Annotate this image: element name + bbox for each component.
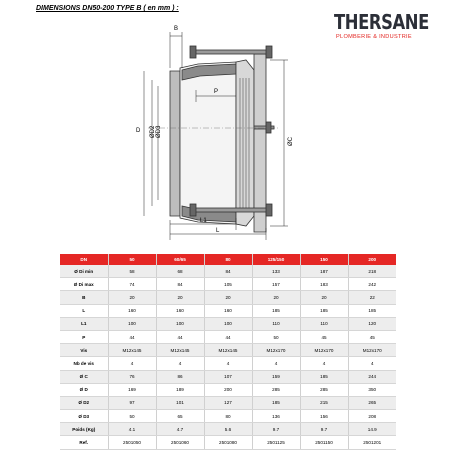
table-cell: 200 [204, 383, 252, 396]
table-row [60, 370, 396, 383]
flange-face [170, 71, 180, 216]
table-row-label: Ref. [60, 436, 108, 449]
table-cell: 20 [252, 291, 300, 304]
table-cell: 218 [348, 265, 396, 278]
end-ring [254, 54, 266, 232]
table-cell: 9.7 [252, 423, 300, 436]
table-header-cell: 80 [204, 254, 252, 265]
table-row-label: Ø Di min [60, 265, 108, 278]
table-cell: 185 [300, 370, 348, 383]
table-row-label: Ø C [60, 370, 108, 383]
table-cell: 2501125 [252, 436, 300, 449]
table-cell: 350 [348, 383, 396, 396]
table-cell: 20 [156, 291, 204, 304]
table-cell: 2501060 [156, 436, 204, 449]
table-row-label: L1 [60, 317, 108, 330]
table-cell: 265 [348, 396, 396, 409]
table-cell: 65 [156, 410, 204, 423]
table-cell: 185 [252, 304, 300, 317]
table-cell: 44 [204, 330, 252, 343]
brand-logo [334, 10, 430, 50]
table-cell: 2501080 [204, 436, 252, 449]
table-cell: 133 [252, 265, 300, 278]
table-cell: 100 [156, 317, 204, 330]
table-row-label: Ø Di max [60, 278, 108, 291]
label-l: L [216, 228, 220, 234]
table-row [60, 344, 396, 357]
logo-tagline: PLOMBERIE & INDUSTRIE [336, 34, 412, 40]
table-cell: 244 [348, 370, 396, 383]
table-row-label: Ø D3 [60, 410, 108, 423]
adapter-body [180, 62, 236, 224]
label-p: P [214, 89, 219, 95]
table-cell: 185 [252, 396, 300, 409]
nut-top [266, 46, 272, 58]
table-cell: 189 [156, 383, 204, 396]
table-row [60, 278, 396, 291]
table-cell: 101 [156, 396, 204, 409]
table-cell: 4 [108, 357, 156, 370]
table-row-label: Vis [60, 344, 108, 357]
table-cell: 4 [348, 357, 396, 370]
table-cell: M12x170 [252, 344, 300, 357]
table-row [60, 265, 396, 278]
table-cell: 215 [300, 396, 348, 409]
table-row-label: Nb de vis [60, 357, 108, 370]
table-cell: 185 [348, 304, 396, 317]
table-header-cell: 150 [300, 254, 348, 265]
bolt-top [192, 50, 270, 54]
table-cell: 187 [300, 265, 348, 278]
table-row-label: B [60, 291, 108, 304]
table-cell: M12x145 [204, 344, 252, 357]
gasket-ring [236, 60, 254, 226]
table-cell: 14.9 [348, 423, 396, 436]
table-cell: 159 [252, 370, 300, 383]
label-b: B [174, 26, 179, 32]
table-cell: 110 [300, 317, 348, 330]
table-cell: 44 [156, 330, 204, 343]
label-d2: ØD2 [150, 125, 156, 138]
table-cell: 156 [300, 410, 348, 423]
table-cell: 84 [156, 278, 204, 291]
table-cell: 74 [108, 278, 156, 291]
label-l1: L1 [200, 218, 207, 224]
table-cell: 169 [108, 383, 156, 396]
label-d: D [136, 128, 141, 134]
table-cell: 160 [156, 304, 204, 317]
nut-bottom [266, 204, 272, 216]
table-cell: 136 [252, 410, 300, 423]
table-cell: 100 [204, 317, 252, 330]
technical-drawing [108, 18, 338, 248]
table-row [60, 383, 396, 396]
table-row [60, 410, 396, 423]
table-cell: 68 [156, 265, 204, 278]
table-cell: 9.7 [300, 423, 348, 436]
table-cell: 4 [156, 357, 204, 370]
table-cell: 100 [108, 317, 156, 330]
table-cell: 80 [204, 410, 252, 423]
table-row [60, 436, 396, 449]
table-cell: 285 [252, 383, 300, 396]
logo-wordmark [334, 10, 429, 34]
table-cell: 20 [108, 291, 156, 304]
table-cell: M12x145 [108, 344, 156, 357]
table-cell: 183 [300, 278, 348, 291]
table-cell: 105 [204, 278, 252, 291]
table-cell: 110 [252, 317, 300, 330]
table-cell: 5.6 [204, 423, 252, 436]
table-cell: 4 [300, 357, 348, 370]
table-cell: 58 [108, 265, 156, 278]
bolt-head-bottom [190, 204, 196, 216]
table-cell: 107 [204, 370, 252, 383]
table-cell: 45 [300, 330, 348, 343]
label-d3: ØD3 [156, 125, 162, 138]
table-header-dn: DN [60, 254, 108, 265]
table-header-cell: 50 [108, 254, 156, 265]
table-row [60, 423, 396, 436]
table-header-cell: 60/65 [156, 254, 204, 265]
table-cell: 157 [252, 278, 300, 291]
table-cell: 208 [348, 410, 396, 423]
table-header-cell: 125/150 [252, 254, 300, 265]
table-cell: 20 [204, 291, 252, 304]
table-cell: 160 [108, 304, 156, 317]
table-cell: M12x170 [348, 344, 396, 357]
table-cell: 2501050 [108, 436, 156, 449]
table-cell: 76 [108, 370, 156, 383]
table-cell: 2501150 [300, 436, 348, 449]
table-header-row [60, 254, 396, 265]
dimensions-table [60, 254, 396, 450]
table-row-label: L [60, 304, 108, 317]
table-cell: 44 [108, 330, 156, 343]
table-cell: 160 [204, 304, 252, 317]
table-row [60, 330, 396, 343]
table-cell: 4 [204, 357, 252, 370]
table-row [60, 317, 396, 330]
table-row [60, 396, 396, 409]
bolt-bottom [192, 208, 270, 212]
table-cell: 120 [348, 317, 396, 330]
table-cell: 20 [300, 291, 348, 304]
table-cell: 242 [348, 278, 396, 291]
table-cell: 127 [204, 396, 252, 409]
table-cell: 4.7 [156, 423, 204, 436]
table-cell: 4.1 [108, 423, 156, 436]
table-cell: 185 [300, 304, 348, 317]
table-cell: 50 [108, 410, 156, 423]
table-row [60, 291, 396, 304]
table-cell: 2501201 [348, 436, 396, 449]
label-c: ØC [288, 137, 294, 146]
table-cell: M12x145 [156, 344, 204, 357]
logo-wordmark-text: THERSANE [334, 10, 429, 34]
table-cell: 45 [348, 330, 396, 343]
table-row-label: Ø D [60, 383, 108, 396]
table-cell: 22 [348, 291, 396, 304]
table-row [60, 357, 396, 370]
table-header-cell: 200 [348, 254, 396, 265]
table-cell: 285 [300, 383, 348, 396]
table-cell: 50 [252, 330, 300, 343]
table-cell: M12x170 [300, 344, 348, 357]
table-row-label: Poids (Kg) [60, 423, 108, 436]
table-row [60, 304, 396, 317]
table-cell: 4 [252, 357, 300, 370]
page-title: DIMENSIONS DN50-200 TYPE B ( en mm ) : [36, 5, 179, 12]
table-row-label: P [60, 330, 108, 343]
nut-middle [266, 122, 271, 133]
table-cell: 84 [204, 265, 252, 278]
table-cell: 86 [156, 370, 204, 383]
bolt-head-top [190, 46, 196, 58]
table-row-label: Ø D2 [60, 396, 108, 409]
table-cell: 97 [108, 396, 156, 409]
